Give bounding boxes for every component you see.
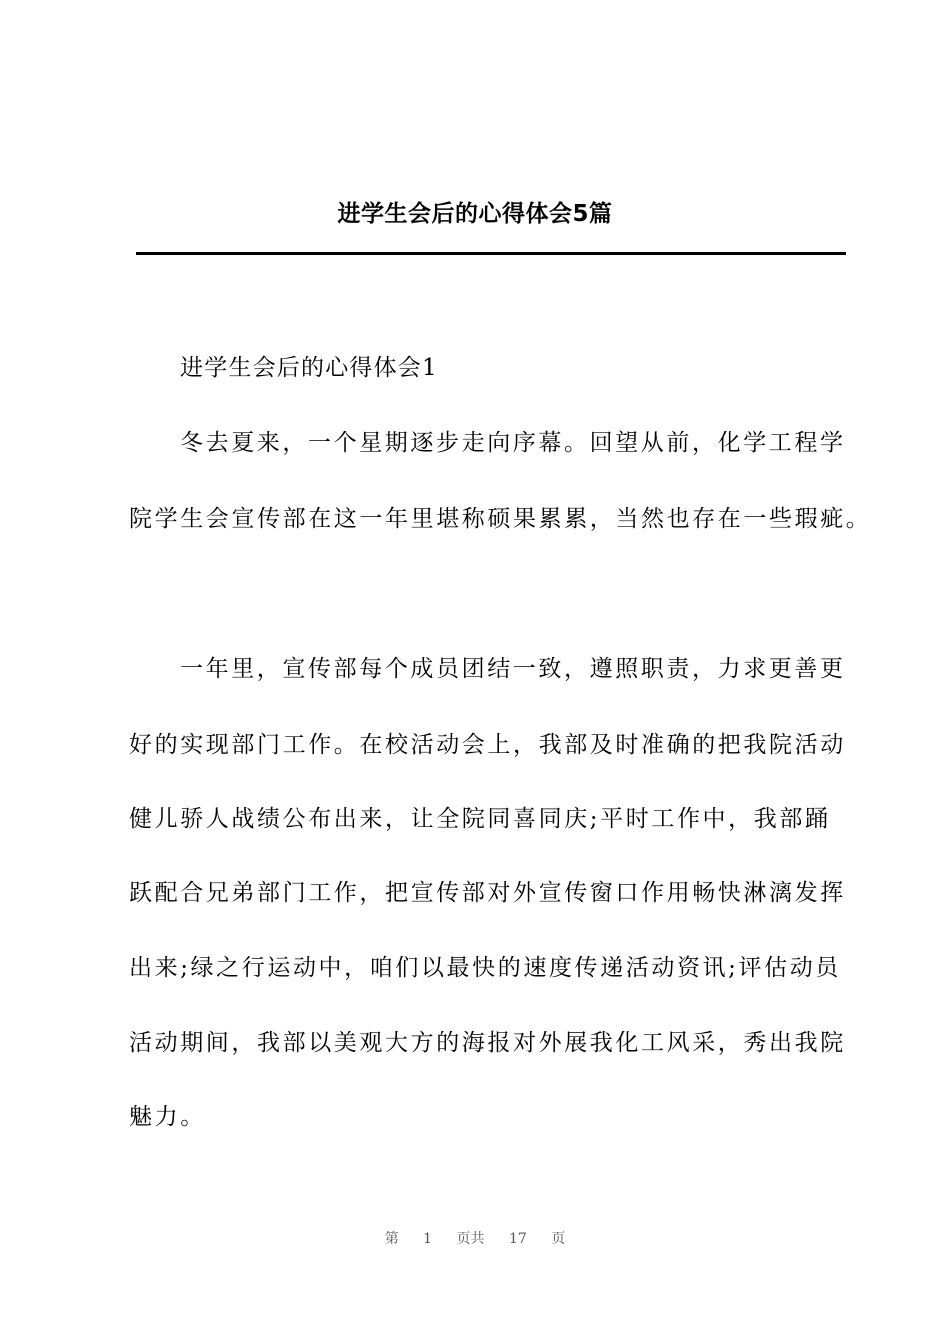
document-title: 进学生会后的心得体会5篇 — [337, 201, 613, 227]
paragraph-2-line-2: 好的实现部门工作。在校活动会上，我部及时准确的把我院活动 — [129, 732, 846, 758]
section-heading: 进学生会后的心得体会1 — [180, 355, 438, 381]
paragraph-2-line-7: 魅力。 — [129, 1104, 206, 1130]
paragraph-1-line-2: 院学生会宣传部在这一年里堪称硕果累累，当然也存在一些瑕疵。 — [129, 506, 872, 532]
paragraph-2-line-5: 出来;绿之行运动中，咱们以最快的速度传递活动资讯;评估动员 — [129, 955, 841, 981]
title-underline — [136, 252, 846, 255]
paragraph-1-line-1: 冬去夏来，一个星期逐步走向序幕。回望从前，化学工程学 — [180, 430, 846, 456]
page-footer — [0, 1229, 950, 1249]
footer-prefix: 第 — [384, 1231, 399, 1247]
footer-current-page: 1 — [423, 1231, 433, 1247]
paragraph-2-line-1: 一年里，宣传部每个成员团结一致，遵照职责，力求更善更 — [180, 656, 846, 682]
footer-middle: 页共 — [456, 1231, 485, 1247]
paragraph-2-line-4: 跃配合兄弟部门工作，把宣传部对外宣传窗口作用畅快淋漓发挥 — [129, 880, 846, 906]
paragraph-2-line-3: 健儿骄人战绩公布出来，让全院同喜同庆;平时工作中，我部踊 — [129, 806, 831, 832]
footer-total-pages: 17 — [509, 1231, 527, 1247]
footer-suffix: 页 — [551, 1231, 566, 1247]
paragraph-2-line-6: 活动期间，我部以美观大方的海报对外展我化工风采，秀出我院 — [129, 1030, 846, 1056]
